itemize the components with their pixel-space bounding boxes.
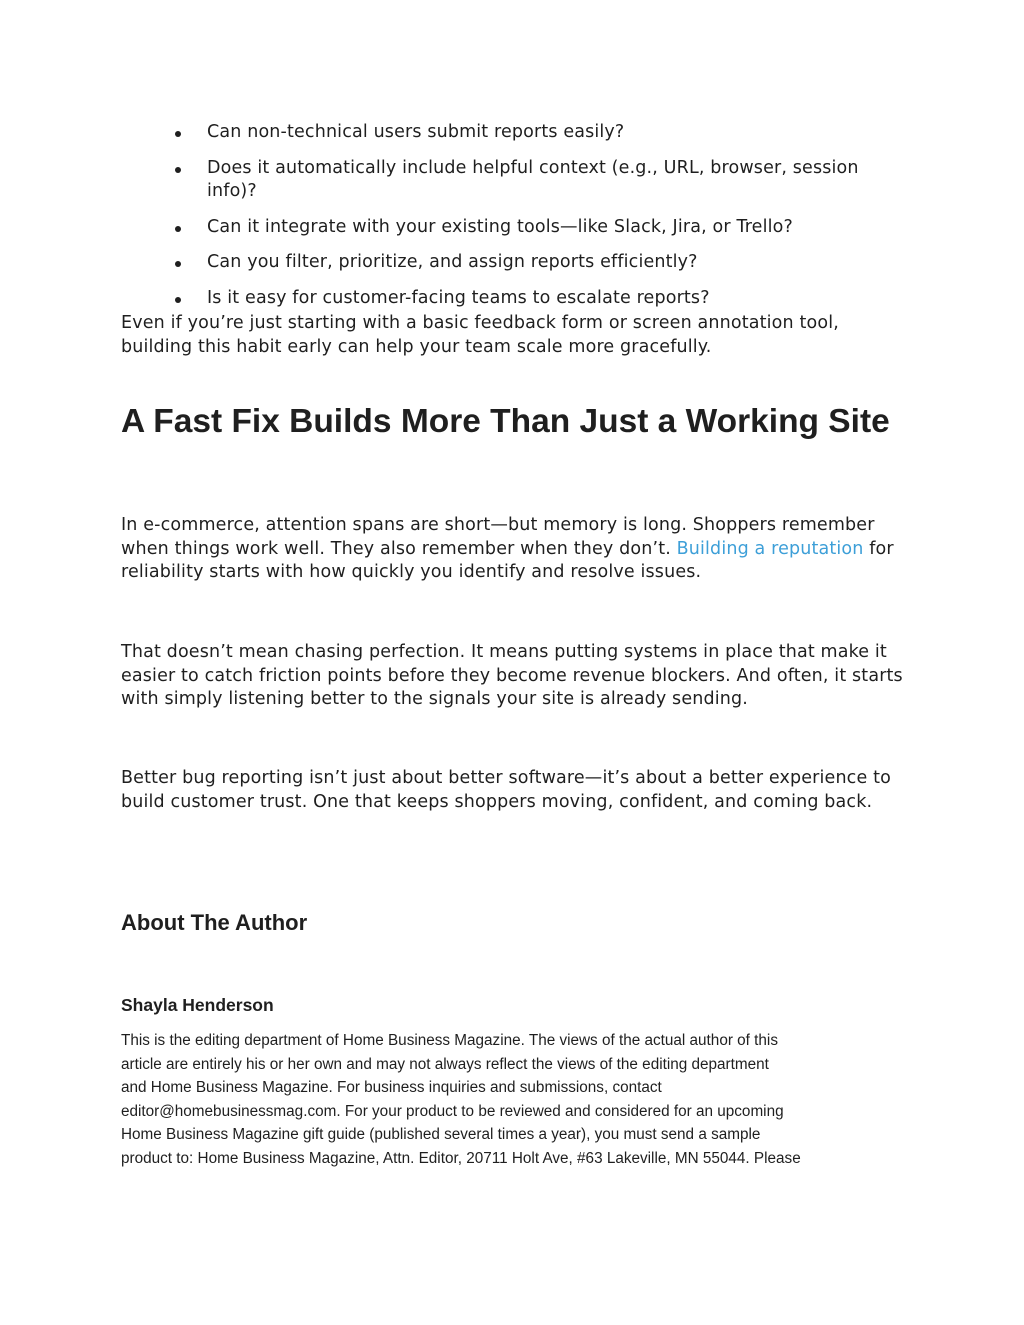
- list-item: [121, 287, 911, 311]
- paragraph-text: In e-commerce, attention spans are short—but memory is long. Shoppers remember when things work well. They also remember when they don’t.: [121, 515, 875, 559]
- bio-line: editor@homebusinessmag.com. For your product to be reviewed and considered for an upcoming: [121, 1102, 784, 1120]
- list-item-text: Is it easy for customer-facing teams to escalate reports?: [207, 287, 710, 308]
- intro-paragraph: Even if you’re just starting with a basic feedback form or screen annotation tool, building this habit early can help your team scale more gracefully.: [121, 313, 839, 357]
- bio-line: product to: Home Business Magazine, Attn. Editor, 20711 Holt Ave, #63 Lakeville, MN 55044. Please: [121, 1149, 801, 1167]
- bullet-icon: [175, 297, 181, 303]
- building-reputation-link[interactable]: Building a reputation: [676, 538, 864, 559]
- list-item: [121, 121, 911, 145]
- list-item-text: Can you filter, prioritize, and assign reports efficiently?: [207, 252, 698, 272]
- bullet-icon: [175, 261, 181, 267]
- section-heading: A Fast Fix Builds More Than Just a Working Site: [121, 403, 890, 440]
- paragraph-bug-reporting: Better bug reporting isn’t just about better software—it’s about a better experience to build customer trust. One that keeps shoppers moving, confident, and coming back.: [121, 768, 891, 812]
- list-item-text: Can non-technical users submit reports easily?: [207, 122, 625, 142]
- bio-line: and Home Business Magazine. For business inquiries and submissions, contact: [121, 1079, 662, 1097]
- list-item: [121, 251, 911, 275]
- list-item: [121, 157, 911, 204]
- about-author-heading: About The Author: [121, 910, 308, 935]
- question-list: [121, 121, 911, 310]
- paragraph-perfection: That doesn’t mean chasing perfection. It means putting systems in place that make it easier to catch friction points before they become revenue blockers. And often, it starts with simply listening better to the signals your site is already sending.: [121, 642, 903, 709]
- author-bio: [121, 1029, 911, 1171]
- paragraph-reputation: [121, 514, 911, 585]
- bio-line: This is the editing department of Home Business Magazine. The views of the actual author of this: [121, 1032, 778, 1049]
- bio-line: Home Business Magazine gift guide (published several times a year), you must send a sample: [121, 1126, 761, 1144]
- list-item: [121, 216, 911, 240]
- author-name: Shayla Henderson: [121, 995, 274, 1015]
- bullet-icon: [175, 167, 181, 173]
- list-item-text: Does it automatically include helpful context (e.g., URL, browser, session info)?: [207, 157, 859, 201]
- list-item-text: Can it integrate with your existing tools—like Slack, Jira, or Trello?: [207, 216, 793, 237]
- paragraph-text: for reliability starts with how quickly you identify and resolve issues.: [121, 538, 894, 582]
- bullet-icon: [175, 226, 181, 232]
- bullet-icon: [175, 131, 181, 137]
- bio-line: article are entirely his or her own and may not always reflect the views of the editing department: [121, 1055, 769, 1073]
